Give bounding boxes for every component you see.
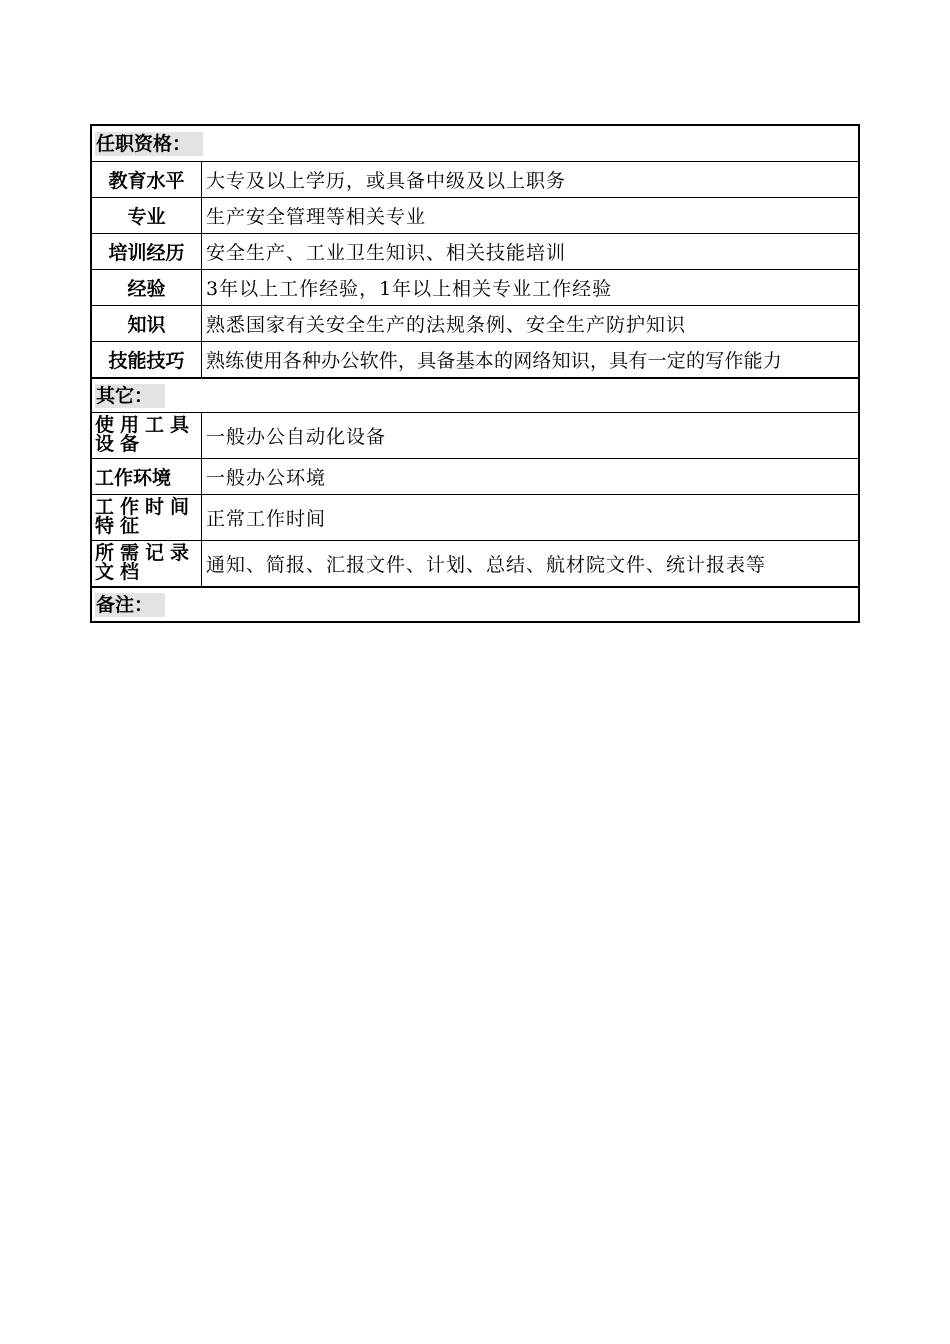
row-value: 一般办公自动化设备	[206, 426, 387, 448]
row-value: 大专及以上学历，或具备中级及以上职务	[206, 170, 567, 192]
row-value: 正常工作时间	[206, 508, 327, 530]
table-row-training	[92, 233, 858, 269]
row-value: 3年以上工作经验，1年以上相关专业工作经验	[206, 278, 613, 300]
table-row-skills	[92, 341, 858, 377]
row-label: 所需记录文档	[92, 541, 202, 586]
job-requirements-table	[90, 124, 860, 623]
section-header-notes	[92, 586, 858, 621]
row-value: 生产安全管理等相关专业	[206, 206, 427, 228]
row-label: 经验	[92, 270, 202, 305]
row-label: 使用工具设备	[92, 413, 202, 458]
section-title: 任职资格：	[95, 132, 203, 156]
row-value: 熟练使用各种办公软件，具备基本的网络知识，具有一定的写作能力	[206, 350, 783, 372]
row-label: 工作时间特征	[92, 495, 202, 540]
row-value: 一般办公环境	[206, 467, 327, 489]
table-row-knowledge	[92, 305, 858, 341]
row-value: 熟悉国家有关安全生产的法规条例、安全生产防护知识	[206, 314, 687, 336]
table-row-tools	[92, 412, 858, 458]
row-label: 技能技巧	[92, 342, 202, 377]
section-header-qualifications	[92, 126, 858, 161]
row-label: 专业	[92, 198, 202, 233]
section-title: 其它：	[95, 384, 165, 408]
section-title: 备注：	[95, 593, 165, 617]
row-value: 通知、简报、汇报文件、计划、总结、航材院文件、统计报表等	[206, 554, 767, 576]
table-row-education	[92, 161, 858, 197]
table-row-environment	[92, 458, 858, 494]
table-row-major	[92, 197, 858, 233]
row-value: 安全生产、工业卫生知识、相关技能培训	[206, 242, 567, 264]
table-row-work-hours	[92, 494, 858, 540]
table-row-experience	[92, 269, 858, 305]
row-label: 工作环境	[92, 459, 202, 494]
table-row-documents	[92, 540, 858, 586]
section-header-other	[92, 377, 858, 412]
row-label: 知识	[92, 306, 202, 341]
row-label: 教育水平	[92, 162, 202, 197]
row-label: 培训经历	[92, 234, 202, 269]
